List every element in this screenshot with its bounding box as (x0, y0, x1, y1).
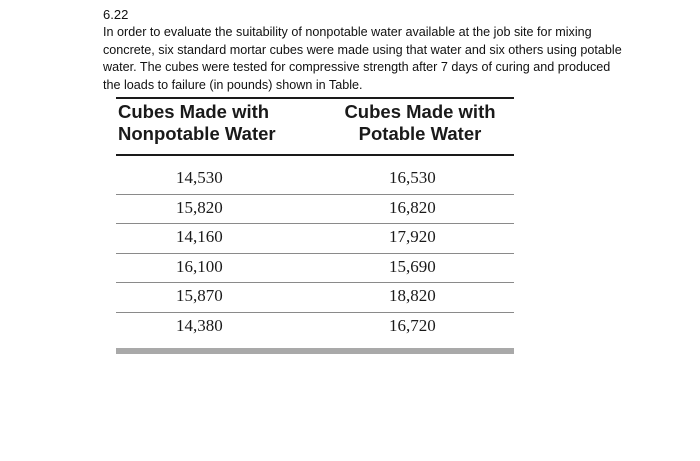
column-header-nonpotable: Cubes Made with Nonpotable Water (118, 101, 276, 144)
problem-statement: In order to evaluate the suitability of nonpotable water available at the job site for mixing concrete, six standard mortar cubes were made using that water and six others using potable water. The cubes were tested for compressive strength after 7 days of curing and produced the loads to failure (in pounds) shown in Table. (103, 25, 622, 92)
table-body (116, 165, 514, 342)
table-row (116, 254, 514, 284)
table-top-rule (116, 97, 514, 99)
potable-load-cell: 15,690 (389, 256, 436, 276)
problem-number: 6.22 (103, 7, 129, 22)
nonpotable-load-cell: 15,820 (176, 197, 223, 217)
nonpotable-load-cell: 15,870 (176, 286, 223, 305)
potable-load-cell: 16,530 (389, 168, 436, 187)
table-row (116, 195, 514, 225)
nonpotable-load-cell: 14,380 (176, 315, 223, 335)
potable-load-cell: 17,920 (389, 227, 436, 246)
potable-load-cell: 16,720 (389, 315, 436, 335)
table-row (116, 283, 514, 313)
table-bottom-rule (116, 348, 514, 354)
table-row (116, 313, 514, 343)
nonpotable-load-cell: 14,530 (176, 168, 223, 187)
potable-load-cell: 18,820 (389, 286, 436, 305)
table-row (116, 165, 514, 195)
column-header-potable: Cubes Made with Potable Water (344, 101, 496, 144)
nonpotable-load-cell: 16,100 (176, 256, 223, 276)
table-header-rule (116, 154, 514, 156)
nonpotable-load-cell: 14,160 (176, 227, 223, 246)
potable-load-cell: 16,820 (389, 197, 436, 217)
table-row (116, 224, 514, 254)
